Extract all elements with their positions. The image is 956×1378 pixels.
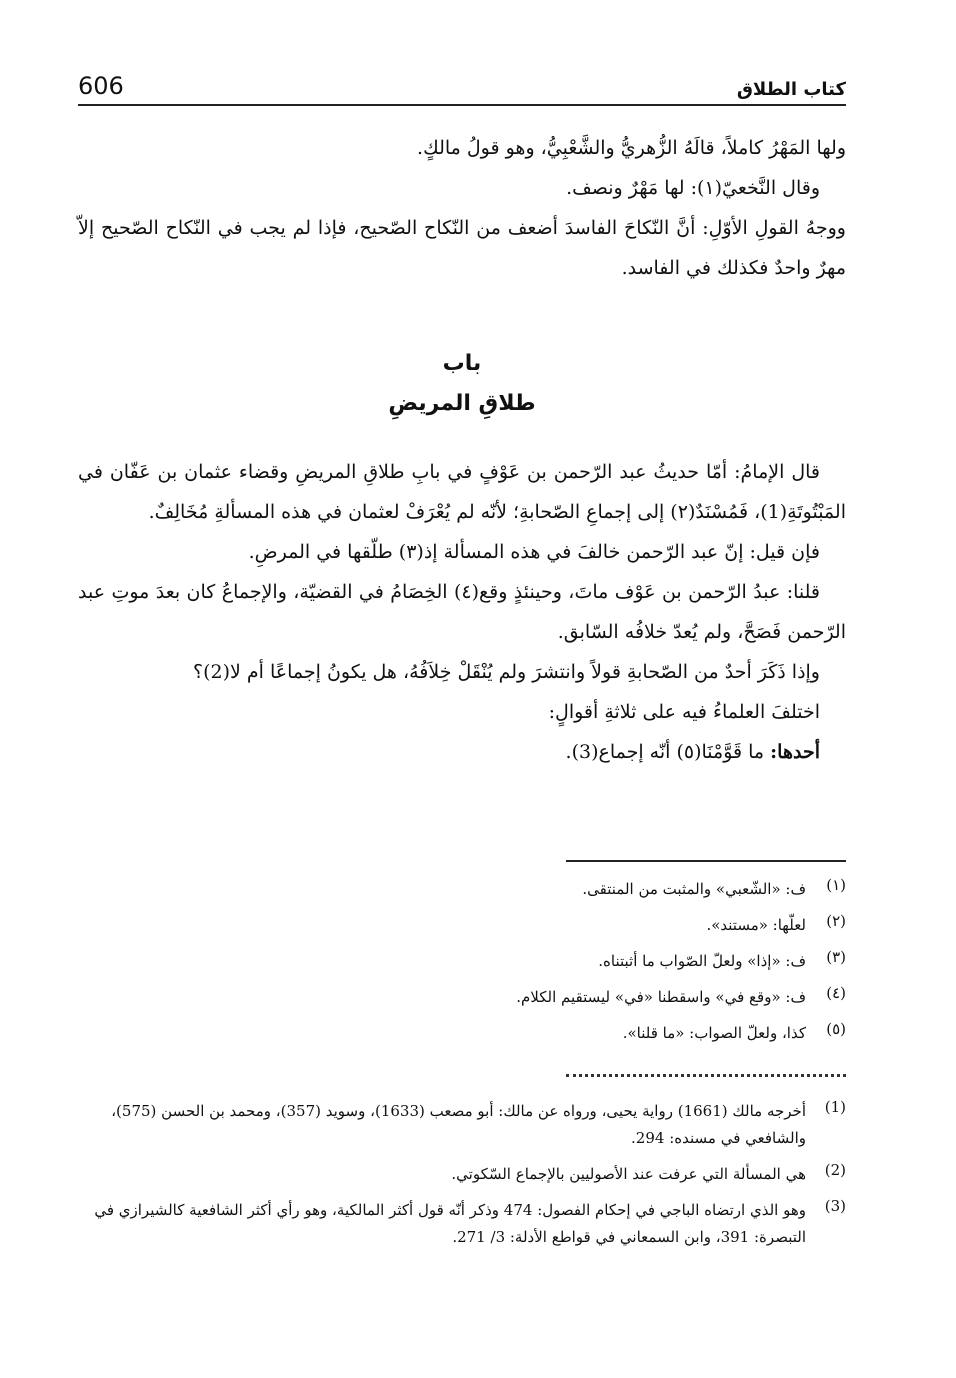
dotted-separator — [566, 1074, 846, 1077]
lead-word: أحدها: — [770, 741, 820, 763]
paragraph: ووجهُ القولِ الأوّلِ: أنَّ النّكاحَ الفاسدَ أضعف من النّكاح الصّحيح، فإذا لم يجب في النّكاح الصّحيح إلاّ مهرٌ واحدٌ فكذلك في الفاسد. — [78, 217, 846, 279]
footnote — [78, 912, 846, 939]
book-title: كتاب الطلاق — [736, 79, 846, 100]
paragraph: قلنا: عبدُ الرّحمن بن عَوْف ماتَ، وحينئذٍ وقع(٤) الخِصَامُ في القضيّة، والإجماعُ كان بعدَ موتِ عبد الرّحمن فَصَحَّ، ولم يُعدّ خلافُه السّابق. — [78, 581, 846, 643]
body-text-block — [78, 452, 846, 772]
footnote-text: وهو الذي ارتضاه الباجي في إحكام الفصول: 474 وذكر أنّه قول أكثر المالكية، وهو رأي أكثر الشافعية كالشيرازي في التبصرة: 391، وابن السمعاني في قواطع الأدلة: 3/ 271. — [94, 1201, 806, 1246]
footnote — [78, 1020, 846, 1047]
footnote-number: (١) — [826, 876, 846, 894]
footnote-number: (٢) — [826, 912, 846, 930]
footnote-text: ف: «إذا» ولعلّ الصّواب ما أثبتناه. — [598, 952, 806, 970]
chapter-title: طلاقِ المريضِ — [388, 391, 536, 416]
chapter-label: باب — [442, 351, 482, 376]
paragraph: ولها المَهْرُ كاملاً، قالَهُ الزُّهريُّ والشَّعْبِيُّ، وهو قولُ مالكٍ. — [417, 137, 846, 159]
footnote — [78, 984, 846, 1011]
paragraph: وإذا ذَكَرَ أحدٌ من الصّحابةِ قولاً وانتشرَ ولم يُنْقَلْ خِلاَفُهُ، هل يكونُ إجماعًا أم لا(2)؟ — [193, 661, 820, 683]
footnote-text: ف: «وقع في» واسقطنا «في» ليستقيم الكلام. — [516, 988, 806, 1006]
footnote-number: (3) — [824, 1197, 846, 1215]
paragraph: قال الإمامُ: أمّا حديثُ عبد الرّحمن بن عَوْفٍ في بابِ طلاقِ المريضِ وقضاء عثمان بن عَفّان في المَبْتُوتَةِ(1)، فَمُسْنَدٌ(٢) إلى إجماعِ الصّحابةِ؛ لأنّه لم يُعْرَفْ لعثمان في هذه المسألةِ مُخَالِفٌ. — [78, 461, 846, 523]
editor-footnotes — [78, 876, 846, 1056]
footnote — [78, 876, 846, 903]
source-footnotes — [78, 1098, 846, 1260]
paragraph-last — [78, 732, 846, 772]
footnote-number: (1) — [824, 1098, 846, 1116]
footnote-separator — [566, 860, 846, 862]
footnote — [78, 948, 846, 975]
footnote-number: (2) — [824, 1161, 846, 1179]
page-number: 606 — [78, 72, 124, 100]
footnote-text: هي المسألة التي عرفت عند الأصوليين بالإجماع السّكوتي. — [451, 1165, 806, 1183]
footnote — [78, 1098, 846, 1152]
paragraph: اختلفَ العلماءُ فيه على ثلاثةِ أقوالٍ: — [548, 701, 820, 723]
footnote-text: أخرجه مالك (1661) رواية يحيى، ورواه عن مالك: أبو مصعب (1633)، وسويد (357)، ومحمد بن الحسن (575)، والشافعي في مسنده: 294. — [111, 1102, 806, 1147]
footnote-text: كذا، ولعلّ الصواب: «ما قلنا». — [622, 1024, 806, 1042]
footnote — [78, 1197, 846, 1251]
footnote-number: (٤) — [826, 984, 846, 1002]
lead-text: ما قَوَّمْنَا(٥) أنّه إجماع(3). — [565, 741, 765, 763]
footnote — [78, 1161, 846, 1188]
footnote-text: لعلّها: «مستند». — [706, 916, 806, 934]
top-text-block — [78, 128, 846, 288]
footnote-number: (٣) — [826, 948, 846, 966]
footnote-text: ف: «الشّعبي» والمثبت من المنتقى. — [582, 880, 806, 898]
footnote-number: (٥) — [826, 1020, 846, 1038]
running-header — [78, 66, 846, 106]
paragraph: فإن قيل: إنّ عبد الرّحمن خالفَ في هذه المسألة إذ(٣) طلّقها في المرضِ. — [248, 541, 820, 563]
paragraph: وقال النَّخعيّ(١): لها مَهْرٌ ونصف. — [566, 177, 820, 199]
